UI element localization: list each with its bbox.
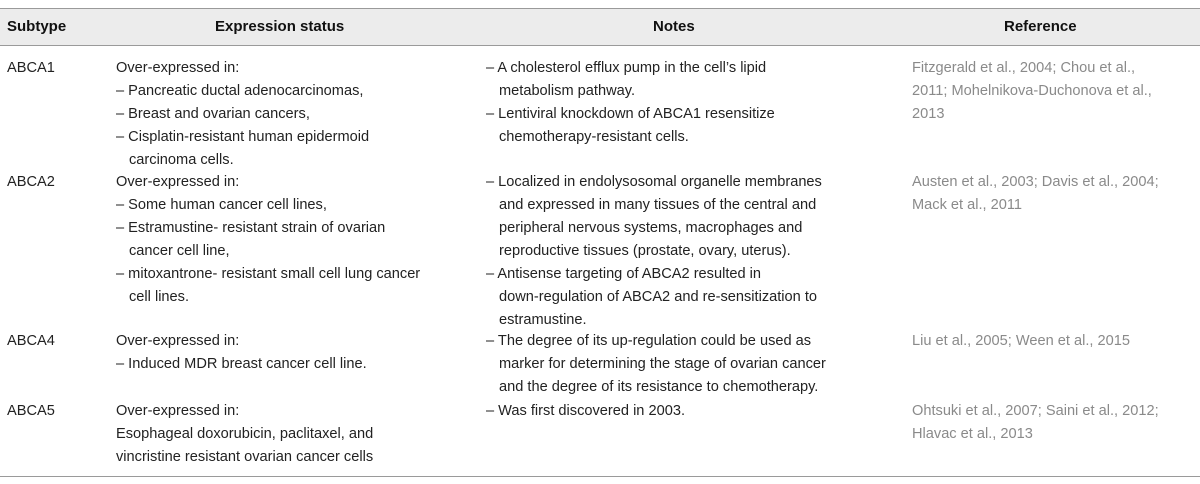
notes-line: down-regulation of ABCA2 and re-sensitization to [499, 289, 818, 305]
expression-line: – Breast and ovarian cancers, [116, 106, 310, 122]
notes-line: metabolism pathway. [499, 83, 635, 99]
notes-cell [486, 330, 876, 399]
expression-line: Over-expressed in: [116, 333, 240, 349]
header-expression-status: Expression status [215, 18, 345, 35]
notes-line: – The degree of its up-regulation could be used as [486, 333, 812, 349]
notes-line: chemotherapy-resistant cells. [499, 129, 689, 145]
expression-cell [116, 57, 461, 172]
expression-line: – Pancreatic ductal adenocarcinomas, [116, 83, 364, 99]
expression-line: cancer cell line, [129, 243, 230, 259]
expression-line: Over-expressed in: [116, 60, 240, 76]
notes-line: – Antisense targeting of ABCA2 resulted in [486, 266, 762, 282]
expression-line: – Cisplatin-resistant human epidermoid [116, 129, 370, 145]
reference-line: 2011; Mohelnikova-Duchonova et al., [912, 83, 1152, 99]
notes-line: peripheral nervous systems, macrophages and [499, 220, 803, 236]
expression-cell [116, 400, 461, 469]
header-rule [0, 45, 1200, 46]
expression-line: Over-expressed in: [116, 403, 240, 419]
reference-line: 2013 [912, 106, 945, 122]
notes-line: – Lentiviral knockdown of ABCA1 resensitize [486, 106, 775, 122]
notes-line: and expressed in many tissues of the central and [499, 197, 817, 213]
expression-line: – Estramustine- resistant strain of ovarian [116, 220, 386, 236]
reference-cell [912, 330, 1195, 353]
expression-line: – mitoxantrone- resistant small cell lung cancer [116, 266, 421, 282]
expression-line: Over-expressed in: [116, 174, 240, 190]
notes-line: reproductive tissues (prostate, ovary, uterus). [499, 243, 791, 259]
notes-line: and the degree of its resistance to chemotherapy. [499, 379, 819, 395]
reference-cell [912, 171, 1195, 217]
expression-line: – Induced MDR breast cancer cell line. [116, 356, 367, 372]
header-reference: Reference [1004, 18, 1077, 35]
reference-cell [912, 400, 1195, 446]
notes-line: marker for determining the stage of ovarian cancer [499, 356, 826, 372]
subtype-cell: ABCA5 [7, 403, 55, 419]
table-header [0, 9, 1200, 45]
subtype-cell: ABCA1 [7, 60, 55, 76]
notes-line: – Localized in endolysosomal organelle membranes [486, 174, 822, 190]
expression-line: vincristine resistant ovarian cancer cells [116, 449, 374, 465]
header-notes: Notes [653, 18, 695, 35]
header-subtype: Subtype [7, 18, 67, 35]
expression-line: carcinoma cells. [129, 152, 234, 168]
notes-cell [486, 171, 876, 332]
reference-line: Mack et al., 2011 [912, 197, 1023, 213]
bottom-rule [0, 476, 1200, 477]
notes-line: estramustine. [499, 312, 587, 328]
reference-line: Fitzgerald et al., 2004; Chou et al., [912, 60, 1136, 76]
reference-cell [912, 57, 1195, 126]
subtype-cell: ABCA2 [7, 174, 55, 190]
expression-line: cell lines. [129, 289, 190, 305]
notes-cell [486, 57, 876, 149]
notes-line: – Was first discovered in 2003. [486, 403, 685, 419]
notes-cell [486, 400, 876, 423]
reference-line: Ohtsuki et al., 2007; Saini et al., 2012; [912, 403, 1159, 419]
notes-line: – A cholesterol efflux pump in the cell’s lipid [486, 60, 767, 76]
expression-line: Esophageal doxorubicin, paclitaxel, and [116, 426, 374, 442]
expression-cell [116, 171, 461, 309]
subtype-cell: ABCA4 [7, 333, 55, 349]
expression-line: – Some human cancer cell lines, [116, 197, 327, 213]
expression-cell [116, 330, 461, 376]
reference-line: Austen et al., 2003; Davis et al., 2004; [912, 174, 1159, 190]
reference-line: Liu et al., 2005; Ween et al., 2015 [912, 333, 1130, 349]
reference-line: Hlavac et al., 2013 [912, 426, 1033, 442]
